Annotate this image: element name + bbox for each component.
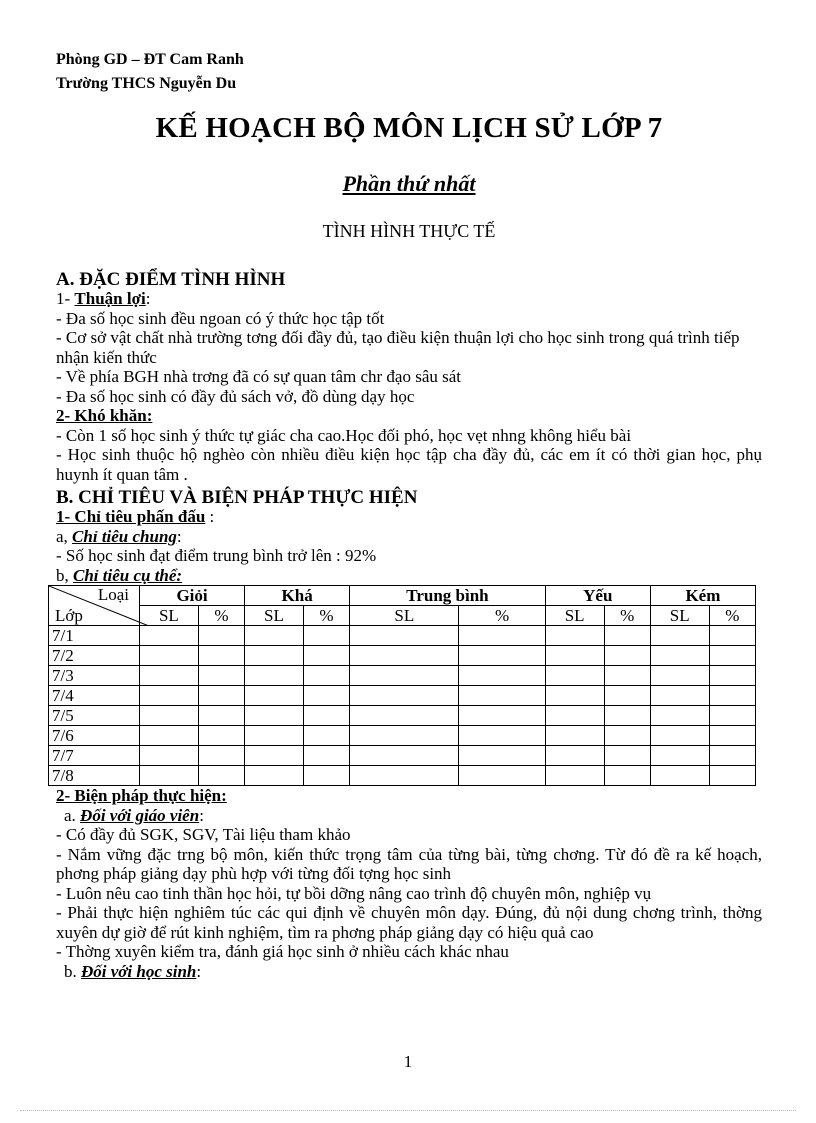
table-cell (604, 686, 650, 706)
document-title: KẾ HOẠCH BỘ MÔN LỊCH SỬ LỚP 7 (155, 112, 663, 144)
table-cell (350, 766, 459, 786)
class-label: 7/8 (49, 766, 140, 786)
list-item: - Thờng xuyên kiểm tra, đánh giá học sinh ở nhiều cách khác nhau (56, 942, 509, 961)
targets-heading: 1- Chỉ tiêu phấn đấu : (56, 507, 215, 526)
table-cell (303, 686, 349, 706)
table-cell (140, 746, 199, 766)
table-cell (545, 746, 604, 766)
column-subheader: SL (350, 606, 459, 626)
difficulties-heading: 2- Khó khăn: (56, 406, 153, 425)
list-item: - Đa số học sinh có đầy đủ sách vở, đồ dùng dạy học (56, 386, 415, 406)
table-cell (350, 666, 459, 686)
column-subheader: SL (545, 606, 604, 626)
table-cell (545, 666, 604, 686)
column-subheader: SL (650, 606, 709, 626)
table-cell (198, 626, 244, 646)
list-item: - Học sinh thuộc hộ nghèo còn nhiều điều kiện học tập cha đầy đủ, các em ít có thời gian học, phụ huynh ít quan tâm . (56, 445, 762, 484)
table-cell (198, 646, 244, 666)
table-cell (350, 706, 459, 726)
table-cell (604, 706, 650, 726)
school-name: Trường THCS Nguyễn Du (56, 75, 237, 92)
measures-heading: 2- Biện pháp thực hiện: (56, 786, 227, 805)
table-cell (303, 706, 349, 726)
table-cell (245, 706, 304, 726)
table-cell (140, 686, 199, 706)
document-page (52, 48, 762, 981)
table-cell (459, 686, 545, 706)
table-cell (604, 766, 650, 786)
table-row (49, 746, 756, 766)
table-cell (650, 706, 709, 726)
table-cell (350, 726, 459, 746)
page-number: 1 (403, 1052, 413, 1071)
table-cell (459, 666, 545, 686)
table-cell (350, 686, 459, 706)
student-measures-heading: b. Đối với học sinh: (64, 961, 202, 981)
table-cell (140, 626, 199, 646)
table-cell (303, 626, 349, 646)
table-cell (303, 746, 349, 766)
class-label: 7/5 (49, 706, 140, 726)
table-cell (650, 626, 709, 646)
list-item: - Luôn nêu cao tinh thần học hỏi, tự bồi dỡng nâng cao trình độ chuyên môn, nghiệp vụ (56, 883, 652, 903)
section-b-heading: B. CHỈ TIÊU VÀ BIỆN PHÁP THỰC HIỆN (56, 487, 418, 508)
general-target-item: - Số học sinh đạt điểm trung bình trở lên : 92% (56, 546, 377, 565)
column-subheader: % (709, 606, 755, 626)
table-cell (303, 726, 349, 746)
page-divider (20, 1110, 796, 1111)
list-item: - Còn 1 số học sinh ý thức tự giác cha cao.Học đối phó, học vẹt nhng không hiểu bài (56, 425, 632, 445)
specific-targets-heading: b, Chỉ tiêu cụ thể: (56, 565, 183, 585)
corner-label-type: Loại (97, 585, 129, 604)
column-subheader: % (303, 606, 349, 626)
table-cell (604, 626, 650, 646)
table-cell (650, 726, 709, 746)
class-label: 7/6 (49, 726, 140, 746)
table-cell (604, 746, 650, 766)
table-cell (198, 686, 244, 706)
column-subheader: % (459, 606, 545, 626)
class-label: 7/1 (49, 626, 140, 646)
list-item: - Nắm vững đặc trng bộ môn, kiến thức trọng tâm của từng bài, từng chơng. Từ đó đề ra kế hoạch, phơng pháp giảng dạy phù hợp với từng đối tợng học sinh (56, 844, 762, 883)
table-cell (709, 766, 755, 786)
table-cell (459, 706, 545, 726)
teacher-measures-list (56, 825, 762, 962)
column-subheader: SL (245, 606, 304, 626)
list-item: - Phải thực hiện nghiêm túc các qui định về chuyên môn dạy. Đúng, đủ nội dung chơng trình, thờng xuyên dự giờ để rút kinh nghiệm, tìm ra phơng pháp giảng dạy có hiệu quả cao (56, 903, 762, 942)
table-cell (350, 646, 459, 666)
table-cell (350, 746, 459, 766)
table-cell (545, 686, 604, 706)
table-row (49, 766, 756, 786)
table-cell (140, 666, 199, 686)
class-label: 7/2 (49, 646, 140, 666)
group-header: Kém (650, 586, 755, 606)
table-cell (545, 646, 604, 666)
table-cell (650, 686, 709, 706)
table-cell (459, 746, 545, 766)
table-cell (604, 646, 650, 666)
table-cell (303, 646, 349, 666)
table-row (49, 626, 756, 646)
list-item: - Có đầy đủ SGK, SGV, Tài liệu tham khảo (56, 825, 351, 844)
table-cell (245, 766, 304, 786)
table-row (49, 726, 756, 746)
table-cell (245, 726, 304, 746)
table-cell (245, 626, 304, 646)
table-cell (198, 666, 244, 686)
table-row (49, 686, 756, 706)
table-row (49, 666, 756, 686)
table-cell (140, 766, 199, 786)
column-subheader: % (198, 606, 244, 626)
table-cell (140, 646, 199, 666)
group-header: Giỏi (140, 586, 245, 606)
table-cell (545, 706, 604, 726)
table-cell (303, 666, 349, 686)
class-label: 7/7 (49, 746, 140, 766)
table-cell (545, 726, 604, 746)
table-cell (245, 646, 304, 666)
table-cell (709, 686, 755, 706)
table-corner-cell (49, 586, 140, 626)
group-header: Khá (245, 586, 350, 606)
table-cell (245, 746, 304, 766)
table-cell (459, 626, 545, 646)
general-targets-heading: a, Chỉ tiêu chung: (56, 526, 182, 546)
table-cell (650, 666, 709, 686)
table-cell (604, 726, 650, 746)
table-cell (709, 626, 755, 646)
difficulties-list (56, 426, 762, 485)
table-cell (198, 726, 244, 746)
table-cell (709, 726, 755, 746)
table-cell (140, 726, 199, 746)
table-cell (545, 626, 604, 646)
table-row (49, 706, 756, 726)
list-item: - Đa số học sinh đều ngoan có ý thức học tập tốt (56, 308, 385, 328)
table-cell (303, 766, 349, 786)
targets-table (48, 585, 756, 786)
corner-label-class: Lớp (55, 606, 83, 625)
table-cell (198, 746, 244, 766)
table-cell (650, 766, 709, 786)
table-cell (350, 626, 459, 646)
section-subtitle: TÌNH HÌNH THỰC TẾ (322, 221, 496, 241)
table-cell (709, 646, 755, 666)
advantages-heading: 1- Thuận lợi: (56, 289, 151, 308)
table-cell (198, 766, 244, 786)
table-cell (245, 686, 304, 706)
list-item: - Về phía BGH nhà trơng đã có sự quan tâm chr đạo sâu sát (56, 367, 462, 386)
table-cell (140, 706, 199, 726)
advantages-list (56, 309, 762, 407)
table-cell (459, 646, 545, 666)
part-heading: Phần thứ nhất (342, 171, 476, 196)
column-subheader: % (604, 606, 650, 626)
table-cell (709, 746, 755, 766)
class-label: 7/4 (49, 686, 140, 706)
group-header: Yếu (545, 586, 650, 606)
department-name: Phòng GD – ĐT Cam Ranh (56, 51, 244, 68)
table-cell (650, 646, 709, 666)
table-cell (198, 706, 244, 726)
section-a-heading: A. ĐẶC ĐIỂM TÌNH HÌNH (56, 269, 286, 290)
table-cell (459, 726, 545, 746)
table-cell (459, 766, 545, 786)
table-cell (709, 706, 755, 726)
table-cell (709, 666, 755, 686)
table-cell (604, 666, 650, 686)
teacher-measures-heading: a. Đối với giáo viên: (64, 805, 204, 825)
list-item: - Cơ sở vật chất nhà trường tơng đối đầy đủ, tạo điều kiện thuận lợi cho học sinh trong quá trình tiếp nhận kiến thức (56, 328, 740, 367)
table-cell (245, 666, 304, 686)
table-row (49, 646, 756, 666)
table-cell (545, 766, 604, 786)
table-cell (650, 746, 709, 766)
column-subheader: SL (140, 606, 199, 626)
class-label: 7/3 (49, 666, 140, 686)
group-header: Trung bình (350, 586, 546, 606)
